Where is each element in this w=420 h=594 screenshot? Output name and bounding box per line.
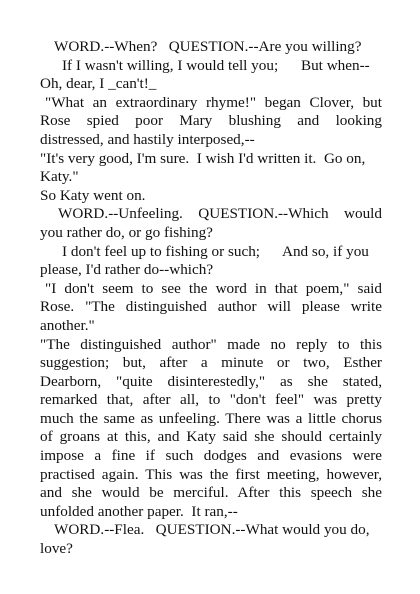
text-line: "The distinguished author" made no reply to this [40, 335, 382, 353]
text-line: practised again. This was the first meeting, however, [40, 465, 382, 483]
paragraph [40, 336, 382, 522]
text-line: remarked that, after all, to "don't feel" was pretty [40, 391, 382, 409]
paragraph [40, 150, 382, 187]
text-line: Rose spied poor Mary blushing and looking [40, 112, 382, 130]
paragraph [40, 243, 382, 280]
text-line: of groans at this, and Katy said she should certainly [40, 428, 382, 446]
text-line: and she would be merciful. After this speech she [40, 484, 382, 502]
text-line: unfolded another paper. It ran,-- [40, 502, 238, 520]
text-line: "It's very good, I'm sure. I wish I'd written it. Go on, [40, 149, 366, 167]
paragraph [40, 205, 382, 242]
text-line: Katy." [40, 168, 79, 186]
text-line: distressed, and hastily interposed,-- [40, 130, 255, 148]
text-line: "What an extraordinary rhyme!" began Clover, but [45, 93, 382, 111]
text-body [40, 38, 382, 559]
text-line: love? [40, 540, 73, 558]
text-line: WORD.--Unfeeling. QUESTION.--Which would [58, 205, 382, 223]
paragraph [40, 57, 382, 94]
paragraph [40, 521, 382, 558]
paragraph [40, 280, 382, 336]
text-line: please, I'd rather do--which? [40, 261, 214, 279]
text-line: So Katy went on. [40, 186, 146, 204]
text-line: WORD.--Flea. QUESTION.--What would you do, [54, 521, 370, 539]
text-line: impose a fine if such dodges and evasions were [40, 447, 382, 465]
paragraph [40, 94, 382, 150]
text-line: Rose. "The distinguished author will please write [40, 298, 382, 316]
text-line: another." [40, 316, 95, 334]
paragraph [40, 38, 382, 57]
text-line: If I wasn't willing, I would tell you; But when-- [62, 56, 370, 74]
text-line: suggestion; but, after a minute or two, Esther [40, 354, 382, 372]
text-line: I don't feel up to fishing or such; And so, if you [62, 242, 369, 260]
text-line: much the same as unfeeling. There was a little chorus [40, 409, 382, 427]
text-line: Oh, dear, I _can't!_ [40, 75, 157, 93]
paragraph [40, 187, 382, 206]
text-line: Dearborn, "quite disinterestedly," as she stated, [40, 372, 382, 390]
text-line: "I don't seem to see the word in that poem," said [45, 279, 382, 297]
text-line: WORD.--When? QUESTION.--Are you willing? [54, 38, 362, 55]
document-page [40, 38, 382, 559]
text-line: you rather do, or go fishing? [40, 223, 213, 241]
